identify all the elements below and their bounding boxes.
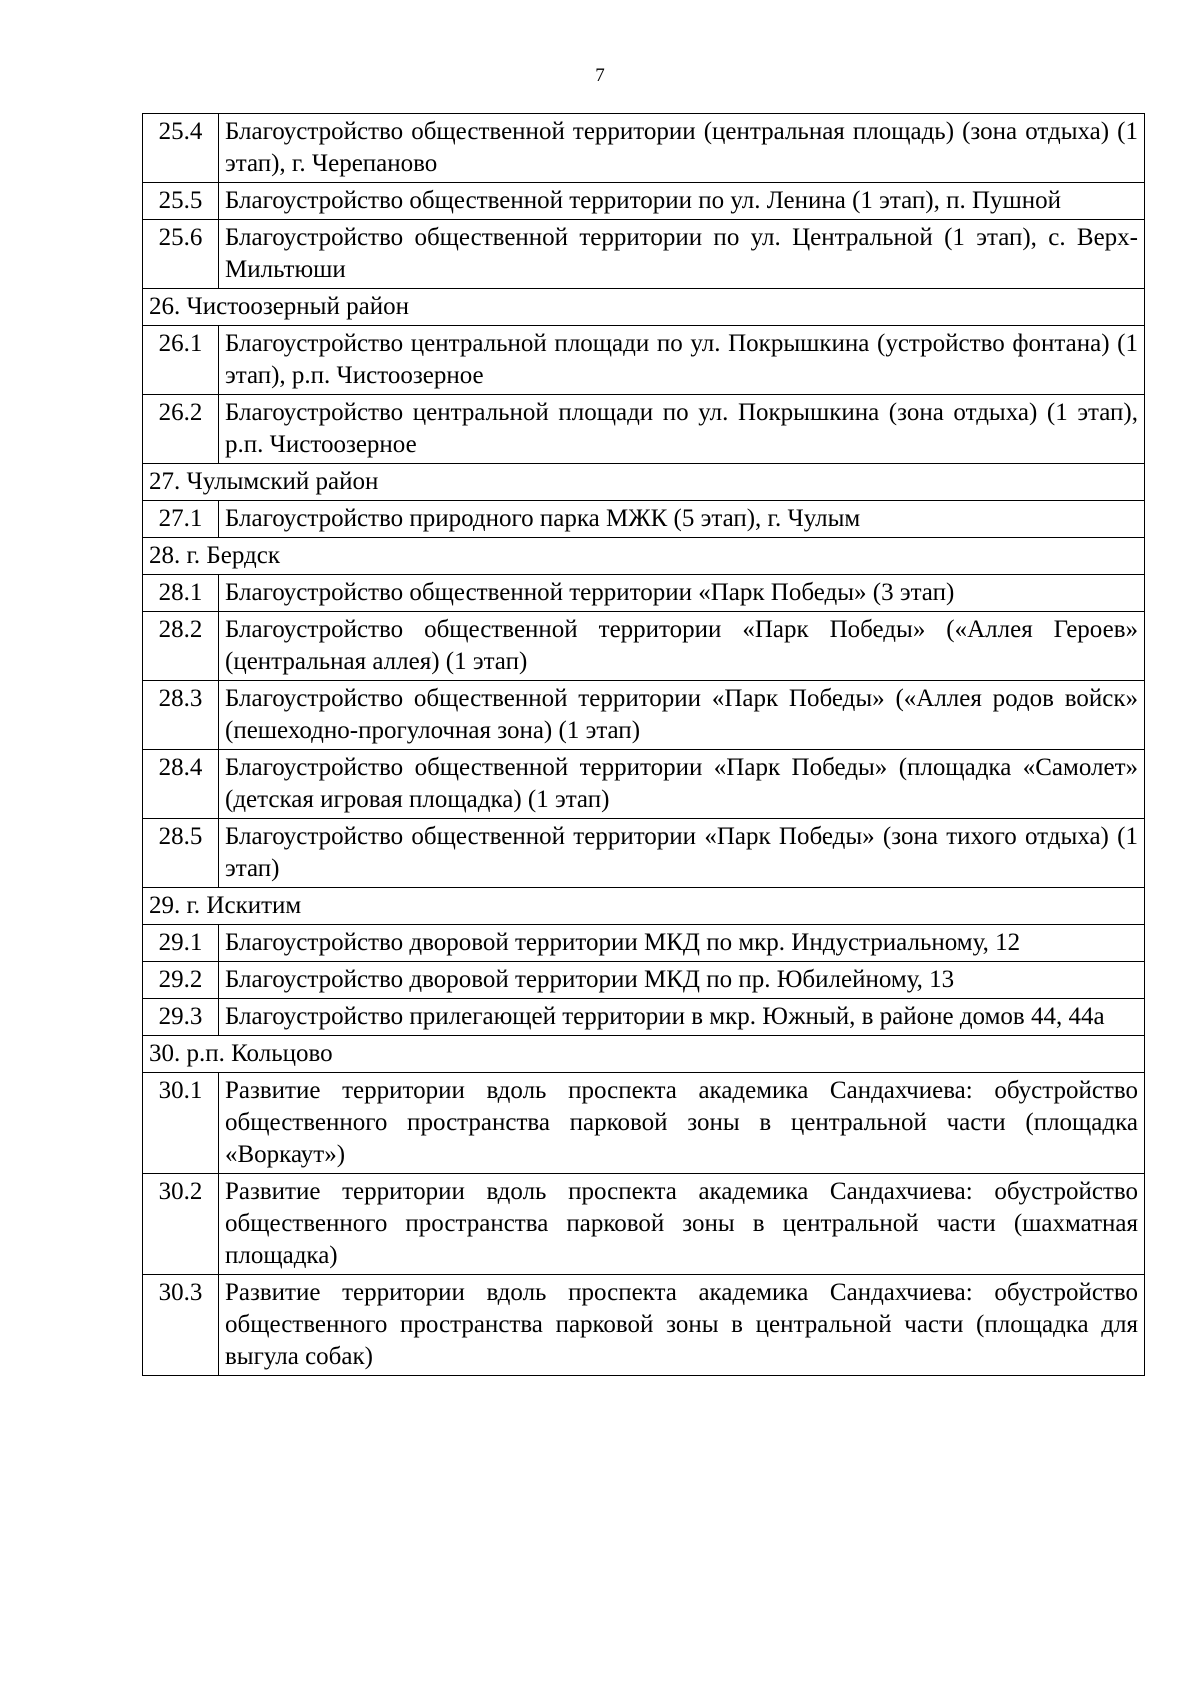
item-description: Благоустройство общественной территории по ул. Ленина (1 этап), п. Пушной [219, 183, 1145, 220]
item-description: Благоустройство общественной территории «Парк Победы» («Аллея Героев» (центральная аллея) (1 этап) [219, 612, 1145, 681]
section-row [143, 1036, 1145, 1073]
item-description: Благоустройство общественной территории «Парк Победы» (зона тихого отдыха) (1 этап) [219, 819, 1145, 888]
section-row [143, 289, 1145, 326]
item-number: 25.5 [143, 183, 219, 220]
table-row [143, 114, 1145, 183]
section-row [143, 888, 1145, 925]
table-row [143, 681, 1145, 750]
item-number: 26.1 [143, 326, 219, 395]
item-number: 28.3 [143, 681, 219, 750]
table-row [143, 220, 1145, 289]
item-number: 28.2 [143, 612, 219, 681]
table-row [143, 612, 1145, 681]
item-description: Благоустройство прилегающей территории в мкр. Южный, в районе домов 44, 44а [219, 999, 1145, 1036]
item-description: Благоустройство общественной территории (центральная площадь) (зона отдыха) (1 этап), г. Черепаново [219, 114, 1145, 183]
item-number: 28.5 [143, 819, 219, 888]
item-description: Благоустройство центральной площади по ул. Покрышкина (зона отдыха) (1 этап), р.п. Чистоозерное [219, 395, 1145, 464]
table-row [143, 183, 1145, 220]
table-row [143, 750, 1145, 819]
page-number: 7 [595, 65, 605, 86]
section-row [143, 538, 1145, 575]
item-number: 30.3 [143, 1275, 219, 1376]
table-row [143, 1073, 1145, 1174]
table-row [143, 1275, 1145, 1376]
table-row [143, 962, 1145, 999]
item-description: Развитие территории вдоль проспекта академика Сандахчиева: обустройство общественного пространства парковой зоны в центральной части (шахматная площадка) [219, 1174, 1145, 1275]
section-title: 30. р.п. Кольцово [143, 1036, 1145, 1073]
section-title: 26. Чистоозерный район [143, 289, 1145, 326]
projects-table-body [143, 114, 1145, 1376]
item-description: Благоустройство общественной территории по ул. Центральной (1 этап), с. Верх-Мильтюши [219, 220, 1145, 289]
item-description: Благоустройство дворовой территории МКД по пр. Юбилейному, 13 [219, 962, 1145, 999]
item-description: Благоустройство природного парка МЖК (5 этап), г. Чулым [219, 501, 1145, 538]
item-description: Развитие территории вдоль проспекта академика Сандахчиева: обустройство общественного пространства парковой зоны в центральной части (площадка «Воркаут») [219, 1073, 1145, 1174]
item-number: 27.1 [143, 501, 219, 538]
item-description: Благоустройство общественной территории «Парк Победы» («Аллея родов войск» (пешеходно-прогулочная зона) (1 этап) [219, 681, 1145, 750]
item-number: 30.1 [143, 1073, 219, 1174]
item-number: 25.4 [143, 114, 219, 183]
item-description: Благоустройство центральной площади по ул. Покрышкина (устройство фонтана) (1 этап), р.п. Чистоозерное [219, 326, 1145, 395]
item-number: 30.2 [143, 1174, 219, 1275]
table-row [143, 575, 1145, 612]
item-number: 28.4 [143, 750, 219, 819]
section-title: 27. Чулымский район [143, 464, 1145, 501]
item-number: 29.3 [143, 999, 219, 1036]
item-number: 26.2 [143, 395, 219, 464]
item-description: Благоустройство дворовой территории МКД по мкр. Индустриальному, 12 [219, 925, 1145, 962]
item-number: 29.1 [143, 925, 219, 962]
table-row [143, 925, 1145, 962]
item-number: 29.2 [143, 962, 219, 999]
item-description: Благоустройство общественной территории «Парк Победы» (площадка «Самолет» (детская игровая площадка) (1 этап) [219, 750, 1145, 819]
table-row [143, 999, 1145, 1036]
item-number: 28.1 [143, 575, 219, 612]
table-row [143, 501, 1145, 538]
table-row [143, 326, 1145, 395]
section-title: 28. г. Бердск [143, 538, 1145, 575]
section-title: 29. г. Искитим [143, 888, 1145, 925]
table-row [143, 1174, 1145, 1275]
projects-table [142, 113, 1145, 1376]
item-description: Развитие территории вдоль проспекта академика Сандахчиева: обустройство общественного пространства парковой зоны в центральной части (площадка для выгула собак) [219, 1275, 1145, 1376]
table-row [143, 819, 1145, 888]
table-row [143, 395, 1145, 464]
item-number: 25.6 [143, 220, 219, 289]
item-description: Благоустройство общественной территории «Парк Победы» (3 этап) [219, 575, 1145, 612]
section-row [143, 464, 1145, 501]
